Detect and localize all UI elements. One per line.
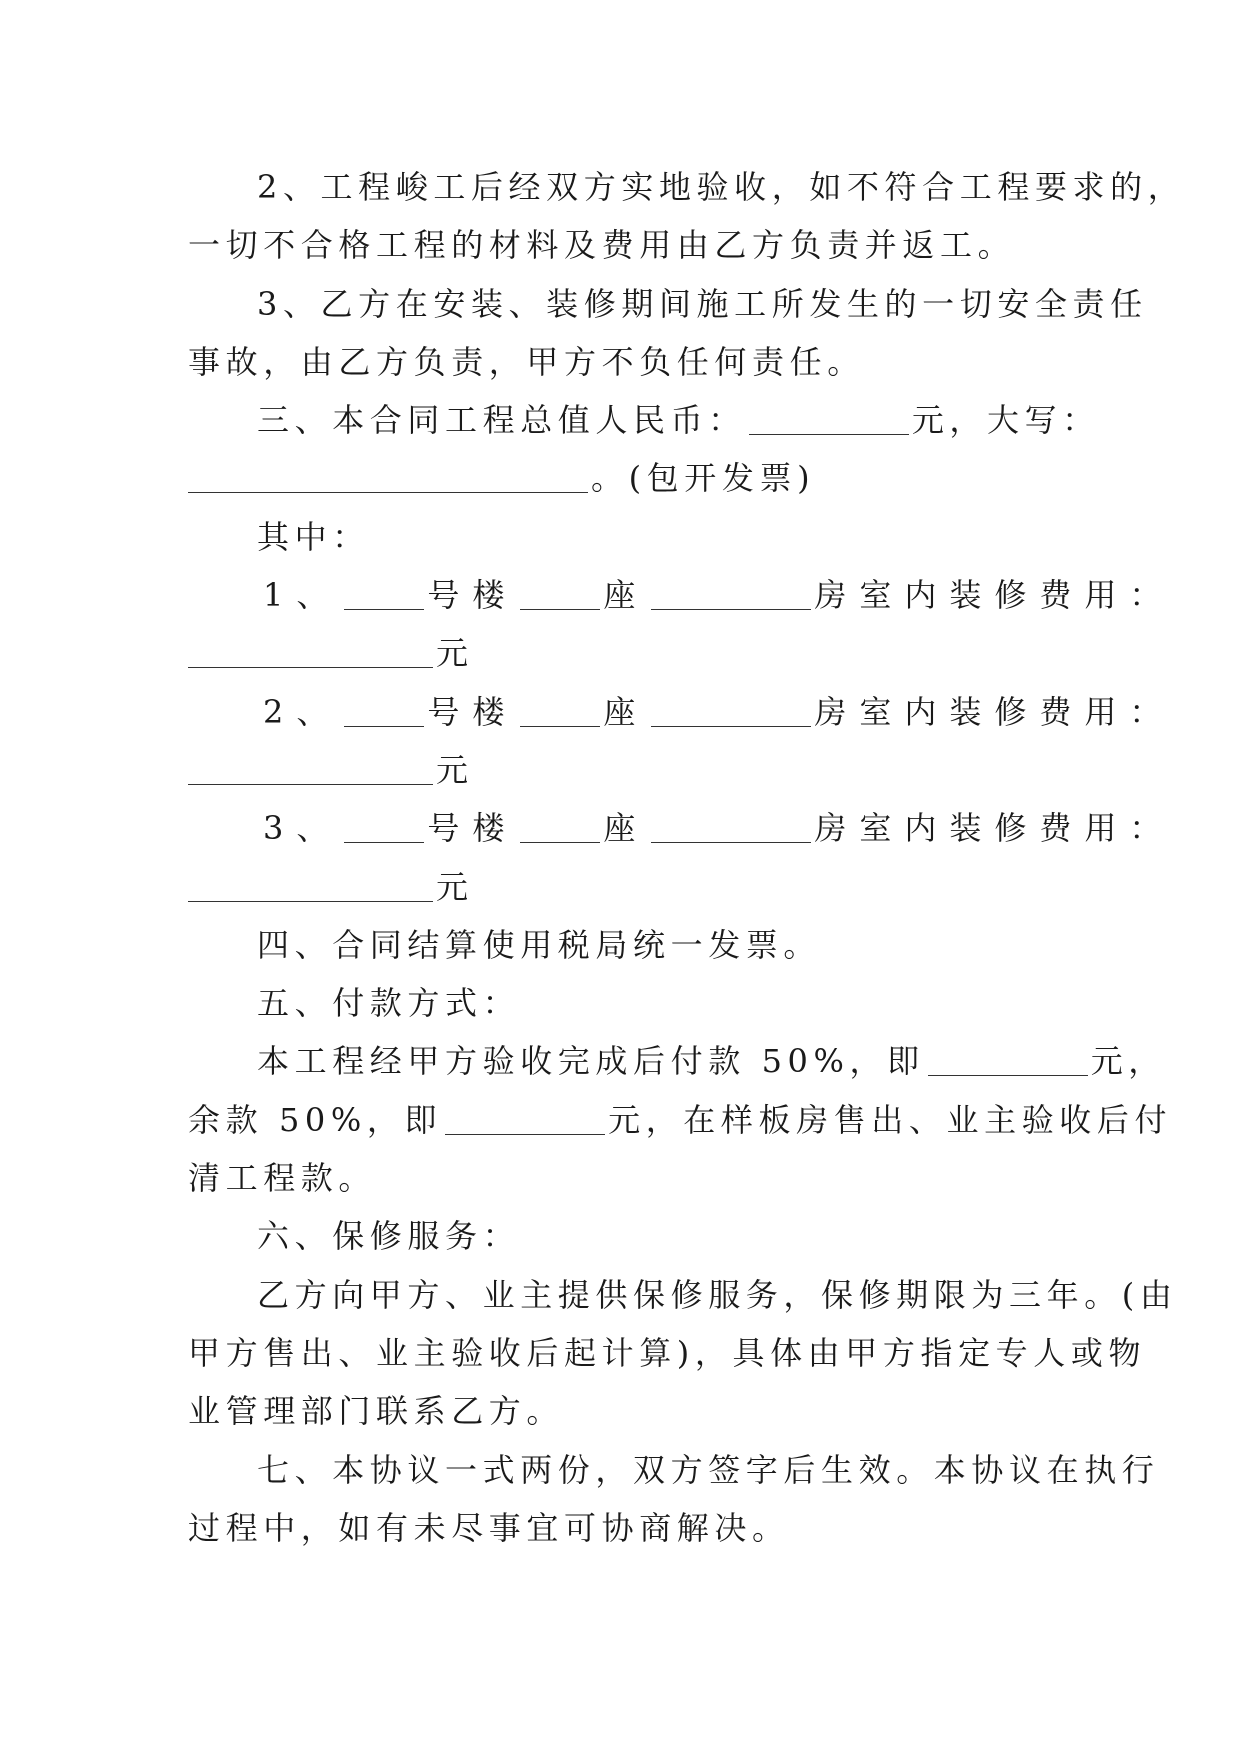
room-1-block-blank[interactable]: [520, 575, 600, 610]
among-label: 其中：: [257, 517, 370, 556]
payment-balance-text: 元，在样板房售出、业主验收后付: [608, 1100, 1173, 1139]
section-5-line3: 清工程款。: [188, 1159, 377, 1198]
room-3-unit: 元: [436, 867, 474, 906]
room-2-fee-label: 房室内装修费用：: [814, 692, 1175, 731]
room-3-building-blank[interactable]: [344, 808, 424, 843]
total-value-mid: 元，大写：: [911, 401, 1100, 440]
payment-balance-label: 余款 50%，即: [188, 1100, 443, 1139]
room-2-room-blank[interactable]: [651, 692, 811, 727]
room-2-line: [188, 683, 1175, 741]
total-value-label: 三、本合同工程总值人民币：: [257, 401, 746, 440]
room-1-building-label: 号楼: [427, 576, 518, 615]
para-total-value-line2: [188, 449, 1068, 507]
room-2-block-blank[interactable]: [520, 692, 600, 727]
section-6-title: 六、保修服务：: [257, 1217, 521, 1256]
room-1-num: 1、: [263, 576, 342, 615]
section-6-line2: 甲方售出、业主验收后起计算)，具体由甲方指定专人或物: [188, 1333, 1147, 1372]
room-1-building-blank[interactable]: [344, 575, 424, 610]
room-2-unit: 元: [436, 750, 474, 789]
room-3-line: [188, 799, 1175, 857]
document-page: [188, 158, 1186, 1557]
room-1-line: [188, 566, 1175, 624]
section-7-line1: 七、本协议一式两份，双方签字后生效。本协议在执行: [257, 1450, 1160, 1489]
section-5-line2: [188, 1091, 1173, 1149]
para-acceptance-line2: 一切不合格工程的材料及费用由乙方负责并返工。: [188, 226, 1016, 265]
room-2-building-blank[interactable]: [344, 692, 424, 727]
room-1-room-blank[interactable]: [651, 575, 811, 610]
room-3-fee-label: 房室内装修费用：: [814, 809, 1175, 848]
room-3-block-blank[interactable]: [520, 808, 600, 843]
payment-first-unit: 元，: [1090, 1042, 1166, 1081]
room-3-num: 3、: [263, 809, 342, 848]
para-acceptance-line1: 2、工程峻工后经双方实地验收，如不符合工程要求的，: [257, 168, 1186, 206]
room-2-num: 2、: [263, 692, 342, 731]
total-value-suffix: 。(包开发票): [591, 459, 816, 498]
room-1-block-label: 座: [603, 576, 649, 615]
payment-balance-blank[interactable]: [445, 1100, 605, 1135]
section-6-line3: 业管理部门联系乙方。: [188, 1392, 565, 1431]
room-1-amount-blank[interactable]: [188, 633, 433, 668]
para-total-value-line1: [188, 391, 1100, 449]
section-4-invoice: 四、合同结算使用税局统一发票。: [257, 925, 822, 964]
para-safety-line1: 3、乙方在安装、装修期间施工所发生的一切安全责任: [257, 284, 1148, 323]
room-1-amount-line: [188, 624, 1068, 682]
room-3-amount-blank[interactable]: [188, 867, 433, 902]
room-2-amount-blank[interactable]: [188, 750, 433, 785]
room-2-amount-line: [188, 741, 1068, 799]
payment-first-blank[interactable]: [928, 1041, 1088, 1076]
room-2-building-label: 号楼: [427, 692, 518, 731]
room-3-room-blank[interactable]: [651, 808, 811, 843]
room-3-amount-line: [188, 858, 1068, 916]
payment-first-label: 本工程经甲方验收完成后付款 50%，即: [257, 1042, 925, 1081]
section-5-title: 五、付款方式：: [257, 984, 521, 1023]
room-3-building-label: 号楼: [427, 809, 518, 848]
room-1-unit: 元: [436, 634, 474, 673]
total-amount-words-blank[interactable]: [188, 458, 588, 493]
room-2-block-label: 座: [603, 692, 649, 731]
total-amount-blank[interactable]: [749, 400, 909, 435]
section-5-line1: [188, 1032, 1166, 1090]
room-3-block-label: 座: [603, 809, 649, 848]
para-safety-line2: 事故，由乙方负责，甲方不负任何责任。: [188, 342, 865, 381]
section-7-line2: 过程中，如有未尽事宜可协商解决。: [188, 1508, 790, 1547]
room-1-fee-label: 房室内装修费用：: [814, 576, 1175, 615]
section-6-line1: 乙方向甲方、业主提供保修服务，保修期限为三年。(由: [257, 1275, 1178, 1314]
